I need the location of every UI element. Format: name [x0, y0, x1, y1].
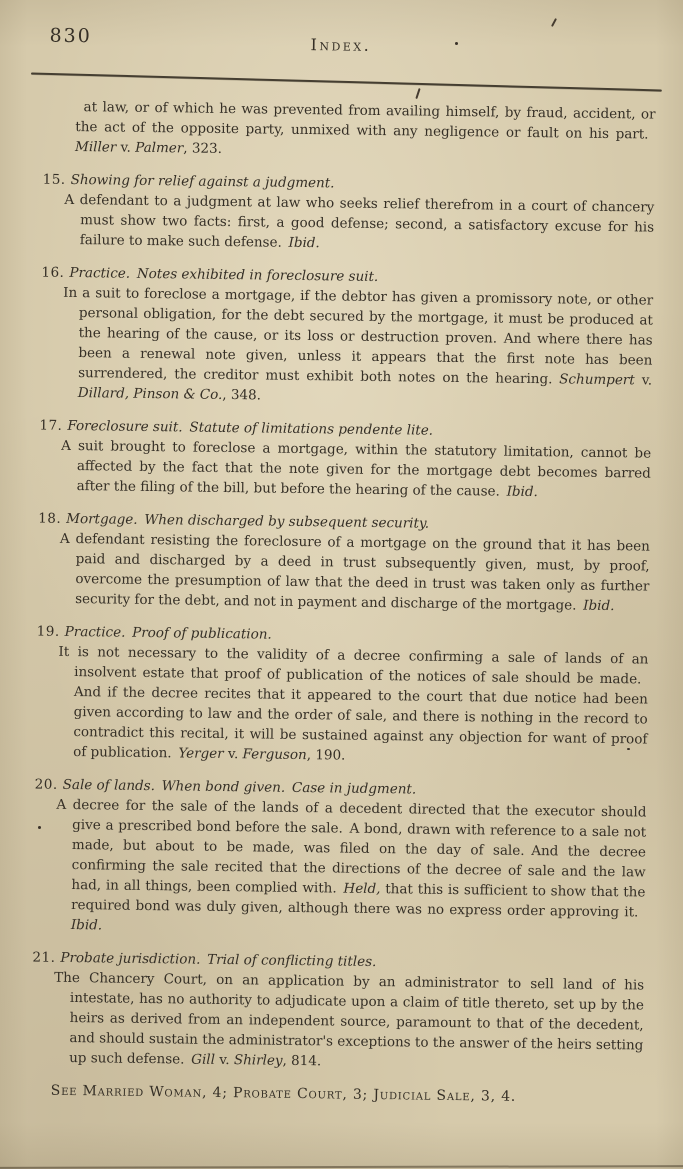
entry-body: The Chancery Court, on an application by an administrator to sell land of his intestate, has no authority to adjudicate upon a claim of title thereto, set up by the heirs as derived from an independent source, paramount to that of the decedent, and should sustain the administrator's exceptions to the answer of the heirs setting up such defense. Gill v. Shirley, 814.: [54, 969, 645, 1070]
entry-body: In a suit to foreclose a mortgage, if the debtor has given a promissory note, or other personal obligation, for the debt secured by the mortgage, it must be produced at the hearing of the cause, or its loss or destruction proven. And where there has been a renewal note given, unless it appears that the first note has been surrendered, the creditor must exhibit both notes on the hearing. Schumpert v. Dillard, Pinson & Co., 348.: [63, 284, 654, 404]
entry-heading: Probate jurisdiction. Trial of conflicting titles.: [60, 949, 377, 971]
entry-body: A decree for the sale of the lands of a decedent directed that the executor should give a prescribed bond before the sale. A bond, drawn with reference to a sale not made, but about to be made, was filed on the day of sale. And the decree confirming the sale recited that the directions of the decree of sale and the law had, in all things, been complied with. Held, that this is sufficient to show that the required bond was duly given, although there was no express order approving it. Ibid.: [56, 796, 647, 934]
index-entry: [20, 262, 654, 410]
entry-heading: Practice. Notes exhibited in foreclosure suit.: [69, 264, 379, 285]
index-entry: [13, 774, 647, 942]
scan-artifact: [455, 42, 458, 45]
index-entry: [15, 621, 649, 769]
entry-number: 17.: [39, 417, 63, 434]
entry-heading: Foreclosure suit. Statute of limitations pendente lite.: [67, 417, 434, 439]
continued-paragraph: at law, or of which he was prevented from availing himself, by fraud, accident, or the act of the opposite party, unmixed with any negligence or fault on his part. Miller v. Palmer, 323.: [74, 99, 656, 157]
scan-artifact: [627, 748, 630, 750]
index-entry: [11, 947, 645, 1075]
index-entry: [19, 415, 652, 503]
page-content: [0, 74, 682, 1109]
entry-heading: Mortgage. When discharged by subsequent security.: [66, 510, 430, 532]
entry-heading: Showing for relief against a judgment.: [70, 171, 335, 192]
index-entry: [22, 169, 655, 257]
scan-artifact: [38, 826, 41, 829]
entry-number: 19.: [36, 623, 60, 640]
running-head-title: Index.: [310, 35, 372, 55]
entry-body: It is not necessary to the validity of a decree confirming a sale of lands of an insolvent estate that proof of publication of the notices of sale should be made. And if the decree recites that it appeared to the court that due notice had been given according to law and the order of sale, and there is nothing in the record to contradict this recital, it will be sustained against any objection for want of proof of publication. Yerger v. Ferguson, 190.: [58, 643, 649, 764]
entry-body: A defendant resisting the foreclosure of a mortgage on the ground that it has been paid and discharged by a deed in trust subsequently given, must, by proof, overcome the presumption of law that the deed in trust was taken only as further security for the debt, and not in payment and discharge of the mortgage. Ibid.: [59, 530, 651, 615]
entry-body: A suit brought to foreclose a mortgage, within the statutory limitation, cannot be affected by the fact that the note given for the mortgage debt becomes barred after the filing of the bill, but before the hearing of the cause. Ibid.: [61, 437, 652, 501]
entry-number: 21.: [32, 949, 56, 966]
index-entries: [11, 169, 655, 1075]
entry-heading: Practice. Proof of publication.: [64, 623, 272, 643]
page-header: [0, 0, 683, 81]
entry-body: A defendant to a judgment at law who seeks relief therefrom in a court of chancery must show two facts: first, a good defense; second, a satisfactory excuse for his failure to make such defense. Ibid.: [64, 191, 655, 252]
entry-number: 15.: [42, 171, 66, 188]
entry-number: 18.: [38, 510, 62, 527]
page-number: 830: [49, 24, 92, 48]
index-entry: [17, 508, 650, 616]
cross-reference-line: See Married Woman, 4; Probate Court, 3; Judicial Sale, 3, 4.: [50, 1082, 517, 1105]
entry-number: 16.: [41, 264, 65, 281]
entry-heading: Sale of lands. When bond given. Case in judgment.: [62, 776, 417, 798]
entry-number: 20.: [34, 776, 58, 793]
